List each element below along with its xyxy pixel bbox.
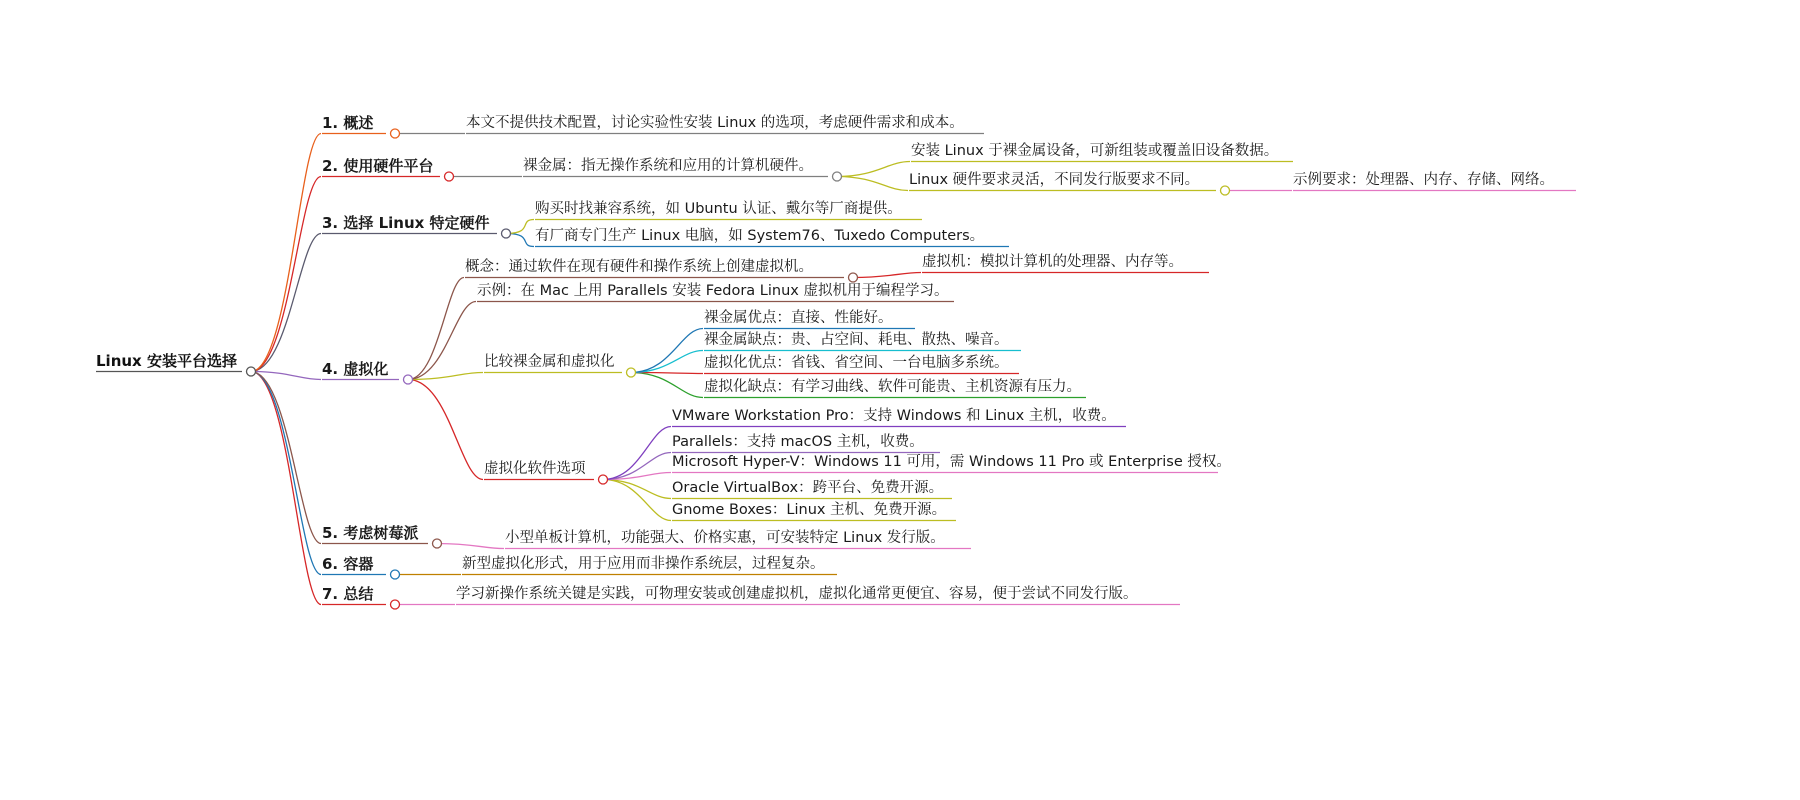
mindmap-node-n2a2x: 示例要求：处理器、内存、存储、网络。 — [1293, 172, 1554, 188]
mindmap-node-n2a1: 安装 Linux 于裸金属设备，可新组装或覆盖旧设备数据。 — [911, 143, 1279, 159]
mindmap-node-n3b: 有厂商专门生产 Linux 电脑，如 System76、Tuxedo Computers。 — [535, 228, 985, 244]
mindmap-node-n4d5: Gnome Boxes：Linux 主机、免费开源。 — [672, 502, 947, 518]
mindmap-node-n4: 4. 虚拟化 — [322, 360, 389, 378]
mindmap-node-n4a: 概念：通过软件在现有硬件和操作系统上创建虚拟机。 — [465, 259, 813, 275]
mindmap-node-n6a: 新型虚拟化形式，用于应用而非操作系统层，过程复杂。 — [462, 556, 825, 572]
mindmap-node-n4d4: Oracle VirtualBox：跨平台、免费开源。 — [672, 480, 944, 496]
mindmap-node-n4c3: 虚拟化优点：省钱、省空间、一台电脑多系统。 — [704, 355, 1009, 371]
mindmap-node-n4a1: 虚拟机：模拟计算机的处理器、内存等。 — [922, 254, 1183, 270]
mindmap-node-n4d3: Microsoft Hyper-V：Windows 11 可用，需 Windows 11 Pro 或 Enterprise 授权。 — [672, 454, 1231, 470]
mindmap-node-n4c: 比较裸金属和虚拟化 — [484, 354, 615, 370]
mindmap-node-n7: 7. 总结 — [322, 585, 374, 603]
mindmap-node-n2a2: Linux 硬件要求灵活，不同发行版要求不同。 — [909, 172, 1200, 188]
mindmap-root-node: Linux 安装平台选择 — [96, 352, 237, 370]
mindmap-node-n4d: 虚拟化软件选项 — [484, 461, 586, 477]
mindmap-node-n4c2: 裸金属缺点：贵、占空间、耗电、散热、噪音。 — [704, 332, 1009, 348]
mindmap-node-n4c1: 裸金属优点：直接、性能好。 — [704, 310, 893, 326]
mindmap-node-n2a: 裸金属：指无操作系统和应用的计算机硬件。 — [523, 158, 813, 174]
mindmap-node-n1: 1. 概述 — [322, 114, 374, 132]
mindmap-node-n1a: 本文不提供技术配置，讨论实验性安装 Linux 的选项，考虑硬件需求和成本。 — [466, 115, 964, 131]
mindmap-node-n7a: 学习新操作系统关键是实践，可物理安装或创建虚拟机，虚拟化通常更便宜、容易，便于尝试不同发行版。 — [456, 586, 1138, 602]
mindmap-node-n3: 3. 选择 Linux 特定硬件 — [322, 214, 490, 232]
mindmap-node-n5a: 小型单板计算机，功能强大、价格实惠，可安装特定 Linux 发行版。 — [505, 530, 945, 546]
mindmap-node-n3a: 购买时找兼容系统，如 Ubuntu 认证、戴尔等厂商提供。 — [535, 201, 902, 217]
mindmap-node-n4d2: Parallels：支持 macOS 主机，收费。 — [672, 434, 924, 450]
mindmap-node-n6: 6. 容器 — [322, 555, 374, 573]
mindmap-node-n4b: 示例：在 Mac 上用 Parallels 安装 Fedora Linux 虚拟机用于编程学习。 — [477, 283, 949, 299]
mindmap-node-n4d1: VMware Workstation Pro：支持 Windows 和 Linux 主机，收费。 — [672, 408, 1116, 424]
mindmap-node-n5: 5. 考虑树莓派 — [322, 524, 419, 542]
mindmap-node-n2: 2. 使用硬件平台 — [322, 157, 434, 175]
mindmap-node-n4c4: 虚拟化缺点：有学习曲线、软件可能贵、主机资源有压力。 — [704, 379, 1081, 395]
